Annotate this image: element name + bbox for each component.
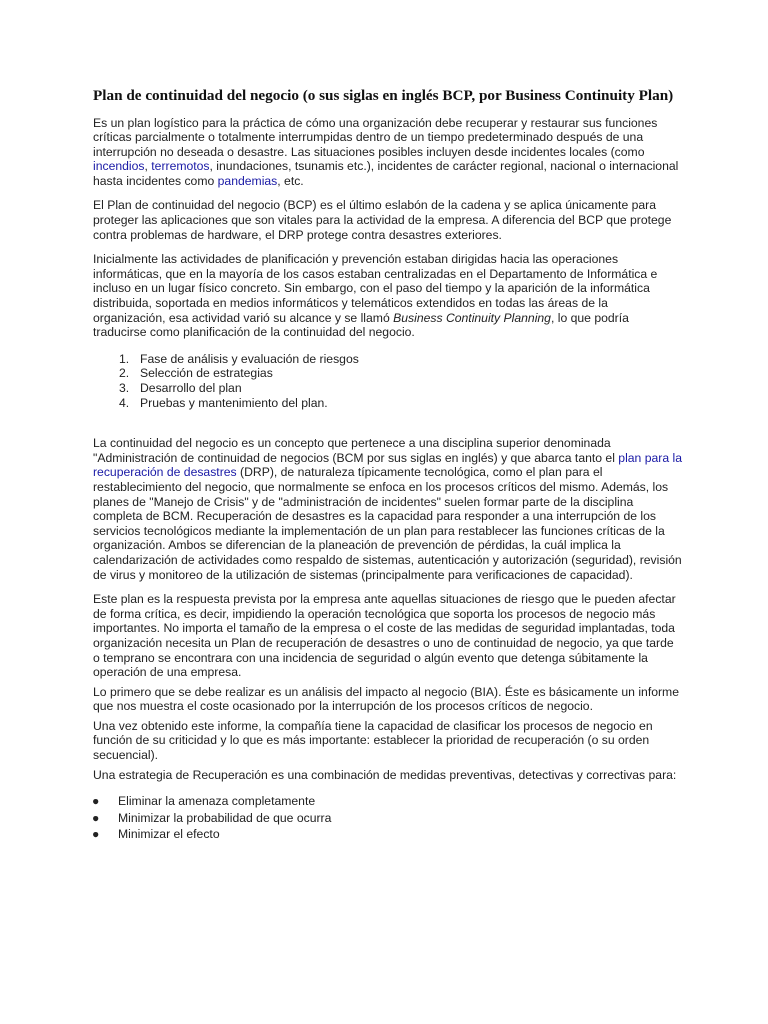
paragraph-bcp-drp: El Plan de continuidad del negocio (BCP) es el último eslabón de la cadena y se aplica únicamente para proteger las aplicaciones que son vitales para la actividad de la empresa. A diferencia del BCP que protege contra problemas de hardware, el DRP protege contra desastres exteriores.	[93, 198, 672, 242]
paragraph-strategy: Una estrategia de Recuperación es una combinación de medidas preventivas, detectivas y correctivas para:	[93, 767, 677, 782]
list-item: 1. Fase de análisis y evaluación de riesgos	[119, 351, 359, 366]
paragraph-history: Inicialmente las actividades de planificación y prevención estaban dirigidas hacia las operaciones informáticas, que en la mayoría de los casos estaban centralizadas en el Departamento de Informática e incluso en un lugar físico concreto. Sin embargo, con el paso del tiempo y la aparición de la informática distribuida, soportada en medios informáticos y telemáticos extendidos en todas las áreas de la organización, esa actividad varió su alcance y se llamó Business Continuity Planning, lo que podría traducirse como planificación de la continuidad del negocio.	[93, 252, 658, 340]
phases-list	[93, 352, 683, 410]
list-item: 3. Desarrollo del plan	[119, 381, 242, 395]
list-item: 4. Pruebas y mantenimiento del plan.	[119, 395, 328, 410]
link-terremotos[interactable]: terremotos	[151, 159, 210, 174]
bullet-icon: ●	[92, 794, 100, 809]
paragraph-definition: Es un plan logístico para la práctica de cómo una organización debe recuperar y restaurar sus funciones críticas parcialmente o totalmente interrumpidas dentro de un tiempo predeterminado después de una interrupción no deseada o desastre. Las situaciones posibles incluyen desde incidentes locales (como incendios, terremotos, inundaciones, tsunamis etc.), incidentes de carácter regional, nacional o internacional hasta incidentes como pandemias, etc.	[93, 115, 679, 188]
bullet-icon: ●	[92, 827, 100, 842]
list-item: ● Eliminar la amenaza completamente	[92, 794, 316, 809]
list-item: 2. Selección de estrategias	[119, 366, 273, 381]
document-content	[93, 86, 683, 844]
strategy-bullets	[93, 794, 683, 842]
link-drp[interactable]: plan para la recuperación de desastres	[93, 450, 682, 480]
document-title: Plan de continuidad del negocio (o sus siglas en inglés BCP, por Business Continuity Plan)	[93, 87, 674, 104]
list-item: ● Minimizar el efecto	[92, 827, 220, 842]
spacer	[93, 410, 683, 436]
list-item: ● Minimizar la probabilidad de que ocurra	[92, 810, 332, 825]
paragraph-classification: Una vez obtenido este informe, la compañía tiene la capacidad de clasificar los procesos de negocio en función de su criticidad y lo que es más importante: establecer la prioridad de recuperación (o su orden secuencial).	[93, 718, 653, 763]
link-incendios[interactable]: incendios	[93, 159, 145, 174]
link-pandemias[interactable]: pandemias	[217, 173, 278, 188]
paragraph-bia: Lo primero que se debe realizar es un análisis del impacto al negocio (BIA). Éste es básicamente un informe que nos muestra el coste ocasionado por la interrupción de los procesos críticos de negocio.	[93, 684, 679, 714]
paragraph-bcm: La continuidad del negocio es un concepto que pertenece a una disciplina superior denominada "Administración de continuidad de negocios (BCM por sus siglas en inglés) y que abarca tanto el plan para la recuperación de desastres (DRP), de naturaleza típicamente tecnológica, como el plan para el restablecimiento del negocio, que normalmente se enfoca en los procesos críticos del mismo. Además, los planes de "Manejo de Crisis" y de "administración de incidentes" suelen formar parte de la disciplina completa de BCM. Recuperación de desastres es la capacidad para responder a una interrupción de los servicios tecnológicos mediante la implementación de un plan para restablecer las funciones críticas de la organización. Ambos se diferencian de la planeación de prevención de pérdidas, la cuál implica la calendarización de actividades como respaldo de sistemas, autenticación y autorización (seguridad), revisión de virus y monitoreo de la utilización de sistemas (principalmente para verificaciones de capacidad).	[93, 436, 682, 582]
paragraph-response-plan: Este plan es la respuesta prevista por la empresa ante aquellas situaciones de riesgo que le pueden afectar de forma crítica, es decir, impidiendo la operación tecnológica que soporta los procesos de negocio más importantes. No importa el tamaño de la empresa o el coste de las medidas de seguridad implantadas, toda organización necesita un Plan de recuperación de desastres o uno de continuidad de negocio, ya que tarde o temprano se encontrara con una incidencia de seguridad o algún evento que detenga súbitamente la operación de una empresa.	[93, 592, 676, 680]
bullet-icon: ●	[92, 810, 100, 825]
